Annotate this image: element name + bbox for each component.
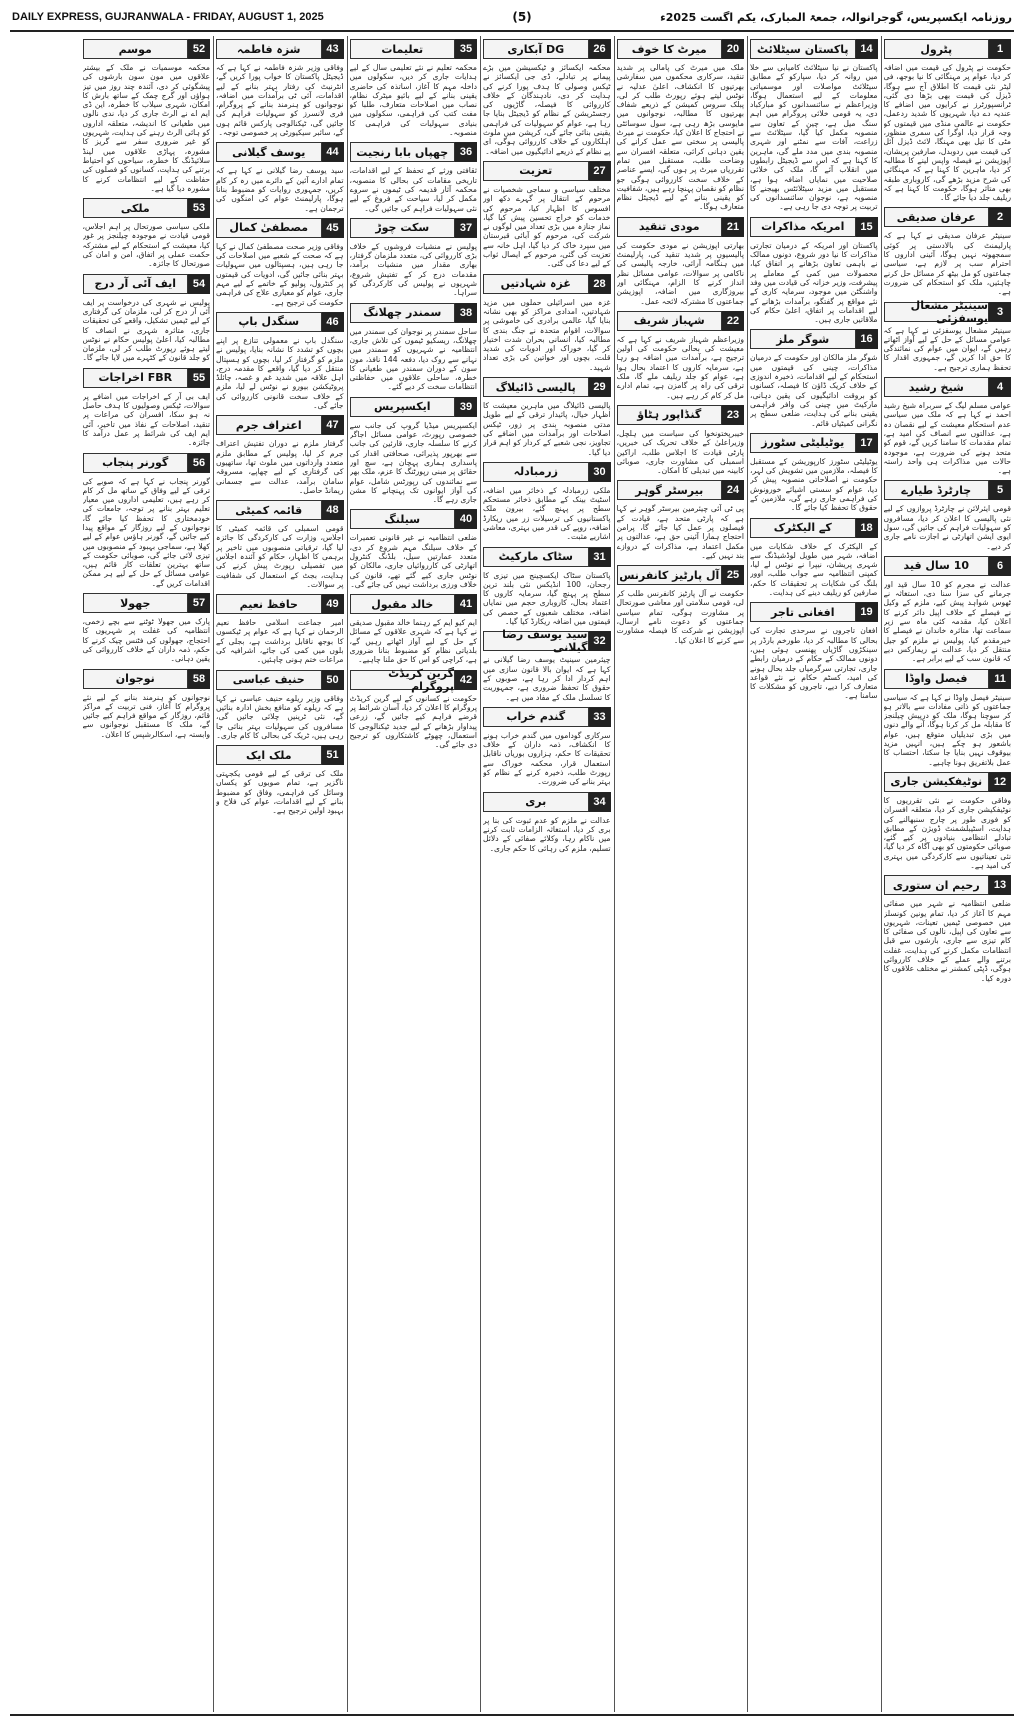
news-story	[750, 517, 878, 598]
story-body: مختلف سیاسی و سماجی شخصیات نے مرحوم کے انتقال پر گہرے دکھ اور افسوس کا اظہار کیا، مرحوم کی خدمات کو خراج تحسین پیش کیا گیا، نماز جنازہ میں بڑی تعداد میں لوگوں نے شرکت کی، مرحوم کو آبائی قبرستان میں سپرد خاک کر دیا گیا، اہل خانہ سے تعزیت کی گئی، مرحوم کے ایصال ثواب کے لیے دعا کی گئی۔	[483, 184, 611, 269]
story-title: گرین کریڈٹ پروگرام	[350, 670, 456, 690]
story-number-badge: 56	[188, 453, 210, 473]
news-story	[483, 630, 611, 701]
masthead-english: DAILY EXPRESS, GUJRANWALA - FRIDAY, AUGUST 1, 2025	[12, 11, 324, 23]
story-header	[483, 791, 611, 813]
story-number-badge: 53	[188, 198, 210, 218]
story-number-badge: 24	[722, 480, 744, 500]
story-title: تعلیمات	[350, 39, 456, 59]
news-story	[216, 669, 344, 740]
story-body: پاکستان سٹاک ایکسچینج میں تیزی کا رجحان، 100 انڈیکس نئی بلند ترین سطح پر پہنچ گیا، سرمایہ کاروں کا اعتماد بحال، کاروباری حجم میں نمایاں اضافہ، مختلف شعبوں کے حصص کی قیمتوں میں اضافہ ریکارڈ کیا گیا۔	[483, 570, 611, 627]
story-header	[750, 432, 878, 454]
story-title: سینیٹر مشعال یوسفزئی	[884, 302, 990, 322]
story-title: خالد مقبول	[350, 594, 456, 614]
story-number-badge: 49	[322, 594, 344, 614]
story-number-badge: 42	[455, 670, 477, 690]
story-body: محکمہ ایکسائز و ٹیکسیشن میں بڑے پیمانے پر تبادلے، ڈی جی ایکسائز نے ٹیکس وصولی کا ہدف پورا کرنے کی ہدایت کر دی، نادہندگان کے خلاف کارروائی کا فیصلہ، گاڑیوں کی رجسٹریشن کے نظام کو ڈیجیٹل بنایا جا رہا ہے، عوام کو سہولیات کی فراہمی یقینی بنائی جائے گی، کرپشن میں ملوث اہلکاروں کے خلاف کارروائی ہوگی، ای پے نظام کے ذریعے ادائیگیوں میں اضافہ۔	[483, 63, 611, 156]
story-body: حکومت نے آل پارٹیز کانفرنس طلب کر لی، قومی سلامتی اور معاشی صورتحال پر مشاورت ہوگی، تمام سیاسی جماعتوں کو دعوت نامے ارسال، اپوزیشن نے شرکت کا فیصلہ مشاورت سے کرنے کا اعلان کیا۔	[616, 589, 744, 645]
story-number-badge: 33	[589, 707, 611, 727]
story-header	[216, 593, 344, 615]
story-number-badge: 39	[455, 397, 477, 417]
story-number-badge: 38	[455, 303, 477, 323]
story-header	[750, 38, 878, 60]
news-story	[83, 592, 211, 663]
story-title: میرٹ کا خوف	[617, 39, 723, 59]
story-header	[216, 414, 344, 436]
story-body: افغان تاجروں نے سرحدی تجارت کی بحالی کا مطالبہ کر دیا، طورخم بارڈر پر سینکڑوں گاڑیاں پھنسی ہوئی ہیں، دونوں ممالک کے حکام کے درمیان رابطے جاری، تجارتی سرگرمیاں جلد بحال ہونے کی امید، کسٹم حکام نے نئے قواعد متعارف کرا دیے، تاجروں کو مشکلات کا سامنا ہے۔	[750, 626, 878, 701]
story-number-badge: 11	[989, 669, 1011, 689]
story-number-badge: 27	[589, 161, 611, 181]
news-story	[350, 593, 478, 664]
news-column	[216, 36, 344, 1712]
story-header	[216, 744, 344, 766]
story-header	[750, 328, 878, 350]
news-story	[349, 666, 478, 750]
news-story	[617, 310, 745, 400]
story-title: یوسف گیلانی	[216, 142, 322, 162]
news-story	[483, 273, 611, 372]
story-number-badge: 47	[322, 415, 344, 435]
story-title: حافظ نعیم	[216, 594, 322, 614]
story-header	[884, 771, 1012, 793]
story-header	[750, 517, 878, 539]
news-column	[884, 36, 1012, 1712]
story-body: خیبرپختونخوا کی سیاست میں ہلچل، وزیراعلیٰ کے خلاف تحریک کی خبریں، پارٹی قیادت کا اجلاس طلب، اراکین اسمبلی کی مشاورت جاری، صوبائی کابینہ میں تبدیلی کا امکان۔	[616, 428, 744, 476]
story-header	[350, 38, 478, 60]
story-header	[350, 302, 478, 324]
news-story	[83, 273, 211, 363]
story-number-badge: 50	[322, 670, 344, 690]
story-body: ایم کیو ایم کے رہنما خالد مقبول صدیقی نے کہا ہے کہ شہری علاقوں کے مسائل کے حل کے لیے آواز اٹھاتے رہیں گے، بلدیاتی نظام کو مضبوط بنانا ضروری ہے، کراچی کو اس کا حق ملنا چاہیے۔	[349, 618, 477, 665]
story-number-badge: 17	[856, 433, 878, 453]
story-title: موسم	[83, 39, 189, 59]
story-title: ملک ایک	[216, 745, 322, 765]
story-header	[617, 479, 745, 501]
story-header	[884, 874, 1012, 896]
story-title: گندم خراب	[483, 707, 589, 727]
story-title: کے الیکٹرک	[750, 518, 856, 538]
story-body: پولیس نے شہری کی درخواست پر ایف آئی آر درج کر لی، ملزمان کی گرفتاری کے لیے ٹیمیں تشکیل، واقعے کی تحقیقات جاری، متاثرہ شہری نے انصاف کا مطالبہ کیا، اعلیٰ پولیس حکام نے نوٹس لیتے ہوئے رپورٹ طلب کر لی، ملزمان کو جلد قانون کے کٹہرے میں لایا جائے گا۔	[82, 297, 210, 363]
story-number-badge: 21	[722, 217, 744, 237]
story-number-badge: 29	[589, 377, 611, 397]
story-title: ملکی	[83, 198, 189, 218]
story-header	[216, 217, 344, 239]
story-header	[216, 311, 344, 333]
story-header	[483, 376, 611, 398]
story-number-badge: 3	[989, 302, 1011, 322]
story-header	[83, 668, 211, 690]
story-body: سید یوسف رضا گیلانی نے کہا ہے کہ تمام ادارے آئین کے دائرے میں رہ کر کام کریں، جمہوری روایات کو مضبوط بنانا ہوگا، پارلیمنٹ عوام کی امنگوں کی ترجمان ہے۔	[216, 166, 344, 213]
story-body: سنگدل باپ نے معمولی تنازع پر اپنے بچوں کو تشدد کا نشانہ بنایا، پولیس نے ملزم کو گرفتار کر لیا، بچوں کو ہسپتال منتقل کر دیا گیا، واقعے کا مقدمہ درج، اہل علاقہ میں شدید غم و غصہ، چائلڈ پروٹیکشن بیورو نے نوٹس لے لیا، ملزم کے خلاف سخت قانونی کارروائی کی جائے گی۔	[216, 335, 344, 411]
story-title: سنگدل باپ	[216, 312, 322, 332]
story-header	[350, 141, 478, 163]
story-body: ضلعی انتظامیہ نے شہر میں صفائی مہم کا آغاز کر دیا، تمام یونین کونسلز میں خصوصی ٹیمیں تعینات، شہریوں سے تعاون کی اپیل، نالوں کی صفائی کا کام تیزی سے جاری، بارشوں سے قبل انتظامات مکمل کرنے کی ہدایت، غفلت برتنے والے عملے کے خلاف کارروائی ہوگی، ڈپٹی کمشنر نے مختلف علاقوں کا دورہ کیا۔	[883, 899, 1011, 983]
story-title: پاکستان سیٹلائٹ	[750, 39, 856, 59]
story-body: نوجوانوں کو ہنرمند بنانے کے لیے نئے پروگرام کا آغاز، فنی تربیت کے مراکز قائم، روزگار کے مواقع فراہم کیے جائیں گے، ملک کا مستقبل نوجوانوں سے وابستہ ہے، اسکالرشپس کا اعلان۔	[82, 692, 210, 739]
bottom-rule	[10, 1714, 1014, 1716]
story-title: بیرسٹر گوہر	[617, 480, 723, 500]
story-number-badge: 54	[188, 274, 210, 294]
story-title: FBR اخراجات	[83, 368, 189, 388]
story-body: سرکاری گوداموں میں گندم خراب ہونے کا انکشاف، ذمہ داران کے خلاف تحقیقات کا حکم، ہزاروں بوریاں ناقابل استعمال قرار، محکمہ خوراک سے رپورٹ طلب، ذخیرہ کرنے کے نظام کو بہتر بنانے کی ضرورت۔	[483, 730, 611, 787]
news-story	[617, 216, 745, 306]
story-body: امیر جماعت اسلامی حافظ نعیم الرحمان نے کہا ہے کہ عوام پر ٹیکسوں کا بوجھ ناقابل برداشت ہے، بجلی کے بلوں میں کمی کی جائے، اشرافیہ کی مراعات ختم ہونی چاہئیں۔	[216, 618, 344, 665]
story-title: جھولا	[83, 593, 189, 613]
news-story	[216, 311, 344, 410]
page-number: (5)	[512, 10, 532, 24]
story-header	[216, 499, 344, 521]
story-body: سینیٹر عرفان صدیقی نے کہا ہے کہ پارلیمنٹ کی بالادستی پر کوئی سمجھوتہ نہیں ہوگا، آئینی اداروں کا احترام سب پر لازم ہے، سیاسی جماعتوں کو مل بیٹھ کر مسائل حل کرنے چاہئیں، ملک کو استحکام کی ضرورت ہے۔	[883, 231, 1011, 297]
news-story	[884, 376, 1012, 475]
story-number-badge: 19	[856, 602, 878, 622]
story-header	[884, 479, 1012, 501]
story-header	[83, 367, 211, 389]
story-body: ملک میں میرٹ کی پامالی پر شدید تنقید، سرکاری محکموں میں سفارشی بھرتیوں کا انکشاف، اعلیٰ عدلیہ نے نوٹس لیتے ہوئے رپورٹ طلب کر لی، پبلک سروس کمیشن کے ذریعے شفاف بھرتیوں کا مطالبہ، نوجوانوں میں مایوسی بڑھ رہی ہے، سول سوسائٹی نے احتجاج کا اعلان کیا، حکومت نے میرٹ پالیسی پر سختی سے عمل کرانے کی یقین دہانی کرائی، متعلقہ افسران سے وضاحت طلب، مستقبل میں تمام تقرریاں میرٹ پر ہوں گی، ایسے عناصر کے خلاف سخت کارروائی ہوگی جو نظام کو نقصان پہنچا رہے ہیں، شفافیت کو یقینی بنانے کے لیے ڈیجیٹل نظام متعارف ہوگا۔	[616, 63, 744, 212]
story-body: عوامی مسلم لیگ کے سربراہ شیخ رشید احمد نے کہا ہے کہ ملک میں سیاسی عدم استحکام معیشت کے لیے نقصان دہ ہے، عدالتوں سے انصاف کی امید ہے، تمام مقدمات کا سامنا کریں گے، قوم کو متحد ہونے کی ضرورت ہے، موجودہ حالات میں مذاکرات ہی واحد راستہ ہے۔	[883, 401, 1011, 476]
story-number-badge: 45	[322, 218, 344, 238]
story-body: ملکی سیاسی صورتحال پر اہم اجلاس، قومی قیادت نے موجودہ چیلنجز پر غور کیا، معیشت کے استحکام کے لیے مشترکہ حکمت عملی پر اتفاق، امن و امان کی صورتحال کا جائزہ۔	[82, 222, 210, 269]
story-header	[83, 38, 211, 60]
story-title: حنیف عباسی	[216, 670, 322, 690]
story-header	[483, 38, 611, 60]
story-number-badge: 48	[322, 500, 344, 520]
story-title: شہباز شریف	[617, 311, 723, 331]
story-body: وفاقی وزیر شزہ فاطمہ نے کہا ہے کہ ڈیجیٹل پاکستان کا خواب پورا کریں گے، انٹرنیٹ کی رفتار بہتر بنانے کے لیے اقدامات، آئی ٹی برآمدات میں اضافہ، نوجوانوں کو ہنرمند بنانے کے پروگرام، فری لانسرز کو سہولیات فراہم کی جائیں گی، ٹیکنالوجی پارکس قائم ہوں گے، سائبر سیکیورٹی پر خصوصی توجہ۔	[216, 63, 344, 138]
story-title: افغانی تاجر	[750, 602, 856, 622]
story-header	[483, 546, 611, 568]
story-title: فیصل واوڈا	[884, 669, 990, 689]
column-divider	[747, 36, 748, 1712]
news-column	[350, 36, 478, 1712]
news-story	[350, 217, 478, 298]
column-divider	[347, 36, 348, 1712]
story-title: رحیم ان ستوری	[884, 875, 990, 895]
story-header	[617, 310, 745, 332]
story-header	[350, 666, 478, 693]
story-number-badge: 51	[322, 745, 344, 765]
story-body: وفاقی وزیر صحت مصطفیٰ کمال نے کہا ہے کہ صحت کے شعبے میں اصلاحات کی جا رہی ہیں، ہسپتالوں میں سہولیات بہتر بنائی جائیں گی، ادویات کی قیمتوں پر کنٹرول، پولیو کے خاتمے کے لیے مہم جاری، عوام کو معیاری علاج کی فراہمی حکومت کی ترجیح ہے۔	[216, 241, 344, 307]
story-header	[483, 273, 611, 295]
story-number-badge: 28	[589, 274, 611, 294]
story-header	[617, 38, 745, 60]
news-story	[617, 564, 745, 645]
story-number-badge: 22	[722, 311, 744, 331]
story-header	[483, 160, 611, 182]
story-body: پی ٹی آئی چیئرمین بیرسٹر گوہر نے کہا ہے کہ پارٹی متحد ہے، قیادت کے فیصلوں پر عمل کیا جائے گا، پرامن احتجاج ہمارا آئینی حق ہے، عدالتوں پر مکمل اعتماد ہے، مذاکرات کے دروازے بند نہیں کیے۔	[616, 504, 744, 560]
news-story	[350, 396, 478, 505]
story-title: مودی تنقید	[617, 217, 723, 237]
news-story	[483, 38, 611, 156]
column-divider	[213, 36, 214, 1712]
story-header	[350, 508, 478, 530]
story-title: سمندر چھلانگ	[350, 303, 456, 323]
story-header	[216, 38, 344, 60]
story-body: چیئرمین سینیٹ یوسف رضا گیلانی نے کہا ہے کہ ایوان بالا قانون سازی میں اہم کردار ادا کر رہا ہے، صوبوں کے حقوق کا تحفظ ضروری ہے، جمہوریت کا تسلسل ملک کے مفاد میں ہے۔	[483, 655, 611, 702]
news-story	[750, 328, 878, 427]
story-number-badge: 4	[989, 377, 1011, 397]
news-story	[617, 38, 745, 212]
news-column	[483, 36, 611, 1712]
story-title: ایکسپریس	[350, 397, 456, 417]
story-title: گنڈاپور ہٹاؤ	[617, 405, 723, 425]
news-story	[884, 206, 1012, 296]
story-body: سینیٹر فیصل واوڈا نے کہا ہے کہ سیاسی جماعتوں کو ذاتی مفادات سے بالاتر ہو کر سوچنا ہوگا، ملک کو درپیش چیلنجز کا مقابلہ مل کر کرنا ہوگا، آنے والے دنوں میں بڑی تبدیلیاں متوقع ہیں، عوام باشعور ہو چکے ہیں، انہیں مزید بیوقوف نہیں بنایا جا سکتا، احتساب کا عمل بلاتفریق ہونا چاہیے۔	[883, 692, 1011, 767]
news-story	[884, 479, 1012, 550]
story-body: قومی ایئرلائن نے چارٹرڈ پروازوں کے لیے نئی پالیسی کا اعلان کر دیا، مسافروں کو سہولیات فراہم کی جائیں گی، سول ایوی ایشن اتھارٹی نے اجازت نامے جاری کر دیے۔	[883, 504, 1011, 551]
story-number-badge: 20	[722, 39, 744, 59]
story-number-badge: 15	[856, 217, 878, 237]
news-column	[750, 36, 878, 1712]
story-header	[617, 216, 745, 238]
story-body: پاکستان نے نیا سیٹلائٹ کامیابی سے خلا میں روانہ کر دیا، سپارکو کے مطابق سیٹلائٹ مواصلات اور موسمیاتی معلومات کے لیے استعمال ہوگا، وزیراعظم نے سائنسدانوں کو مبارکباد دی، یہ قومی خلائی پروگرام میں اہم سنگ میل ہے، چین کے تعاون سے منصوبہ مکمل کیا گیا، سیٹلائٹ سے زراعت، آفات سے نمٹنے اور شہری منصوبہ بندی میں مدد ملے گی، ماہرین کا کہنا ہے کہ اس سے ڈیجیٹل رابطوں میں انقلاب آئے گا، ملک کی خلائی صلاحیت میں نمایاں اضافہ ہوا ہے، مستقبل میں مزید سیٹلائٹس بھیجنے کا منصوبہ ہے، نوجوان سائنسدانوں کی تربیت پر توجہ دی جا رہی ہے۔	[750, 63, 878, 212]
story-header	[350, 593, 478, 615]
story-title: پالیسی ڈائیلاگ	[483, 377, 589, 397]
news-story	[83, 367, 211, 448]
story-title: تعزیت	[483, 161, 589, 181]
column-divider	[480, 36, 481, 1712]
story-number-badge: 1	[989, 39, 1011, 59]
news-story	[216, 499, 344, 589]
news-story	[216, 141, 344, 212]
story-body: پاکستان اور امریکہ کے درمیان تجارتی مذاکرات کا نیا دور شروع، دونوں ممالک نے باہمی تعاون بڑھانے پر اتفاق کیا، محصولات میں کمی کے معاملے پر پیشرفت، وزیر خزانہ کی قیادت میں وفد واشنگٹن میں موجود، سرمایہ کاری کے نئے مواقع پر گفتگو، برآمدات بڑھانے کے لیے اقدامات پر اتفاق، اعلیٰ حکام کی ملاقاتیں جاری ہیں۔	[750, 240, 878, 325]
news-story	[750, 601, 878, 700]
story-header	[483, 628, 611, 655]
story-body: بھارتی اپوزیشن نے مودی حکومت کی پالیسیوں پر شدید تنقید کی، پارلیمنٹ میں ہنگامہ آرائی، خارجہ پالیسی کی ناکامی پر سوالات، عوامی مسائل نظر انداز کرنے کا الزام، مہنگائی اور بیروزگاری میں اضافہ، اپوزیشن جماعتوں کا مشترکہ لائحہ عمل۔	[616, 240, 744, 306]
story-title: یوٹیلیٹی سٹورز	[750, 433, 856, 453]
news-story	[216, 38, 344, 137]
story-body: پارک میں جھولا ٹوٹنے سے بچے زخمی، انتظامیہ کی غفلت پر شہریوں کا احتجاج، جھولوں کی فٹنس چیک کرنے کا حکم، ذمہ داران کے خلاف کارروائی کی یقین دہانی۔	[82, 617, 210, 664]
story-number-badge: 26	[589, 39, 611, 59]
story-number-badge: 44	[322, 142, 344, 162]
story-number-badge: 34	[589, 792, 611, 812]
story-number-badge: 6	[989, 556, 1011, 576]
story-body: شوگر ملز مالکان اور حکومت کے درمیان مذاکرات، چینی کی قیمتوں میں استحکام کے لیے اقدامات، ذخیرہ اندوزی کے خلاف کریک ڈاؤن کا فیصلہ، کسانوں کو بروقت ادائیگیوں کی یقین دہانی، مارکیٹ میں چینی کی وافر فراہمی یقینی بنانے کی ہدایت، ضلعی سطح پر نگرانی کمیٹیاں قائم۔	[750, 353, 878, 428]
story-number-badge: 14	[856, 39, 878, 59]
news-story	[884, 771, 1012, 870]
story-title: 10 سال قید	[884, 556, 990, 576]
news-story	[83, 452, 211, 589]
masthead	[10, 8, 1014, 32]
story-title: سید یوسف رضا گیلانی	[483, 631, 589, 651]
story-number-badge: 55	[188, 368, 210, 388]
news-story	[750, 38, 878, 212]
story-header	[350, 217, 478, 239]
story-title: زرمبادلہ	[483, 462, 589, 482]
story-body: پالیسی ڈائیلاگ میں ماہرین معیشت کا اظہار خیال، پائیدار ترقی کے لیے طویل مدتی منصوبہ بندی پر زور، ٹیکس اصلاحات اور برآمدات میں اضافے کی تجاویز، نجی شعبے کے کردار کو اہم قرار دیا گیا۔	[483, 401, 611, 457]
story-body: پولیس نے منشیات فروشوں کے خلاف بڑی کارروائی کی، متعدد ملزمان گرفتار، بھاری مقدار میں منشیات برآمد، مقدمات درج کر کے تفتیش شروع، شہریوں نے پولیس کی کارکردگی کو سراہا۔	[349, 241, 477, 298]
news-story	[216, 593, 344, 664]
news-story	[83, 197, 211, 268]
story-title: مصطفیٰ کمال	[216, 218, 322, 238]
column-divider	[881, 36, 882, 1712]
news-story	[483, 546, 611, 627]
story-body: محکمہ تعلیم نے نئے تعلیمی سال کے لیے ہدایات جاری کر دیں، سکولوں میں داخلہ مہم کا آغاز، اساتذہ کی حاضری یقینی بنانے کے لیے بائیو میٹرک نظام، نصاب میں اصلاحات متعارف، طلبا کو مفت کتب کی فراہمی، سکولوں میں بنیادی سہولیات کی فراہمی کا منصوبہ۔	[349, 63, 477, 138]
story-title: غزہ شہادتیں	[483, 274, 589, 294]
story-body: ملک کی ترقی کے لیے قومی یکجہتی ناگزیر ہے، تمام صوبوں کو یکساں وسائل کی فراہمی، وفاق کو مضبوط بنانے کے لیے اقدامات، عوام کی فلاح و بہبود اولین ترجیح ہے۔	[216, 769, 344, 816]
story-title: نوٹیفکیشن جاری	[884, 772, 990, 792]
story-header	[884, 38, 1012, 60]
story-body: عدالت نے ملزم کو عدم ثبوت کی بنا پر بری کر دیا، استغاثہ الزامات ثابت کرنے میں ناکام رہا، وکلائے صفائی کے دلائل تسلیم، ملزم کی رہائی کا حکم جاری۔	[483, 815, 611, 853]
story-body: محکمہ موسمیات نے ملک کے بیشتر علاقوں میں مون سون بارشوں کی پیشگوئی کر دی، آئندہ چند روز میں تیز ہواؤں اور گرج چمک کے ساتھ بارش کا امکان، شہری سیلاب کا خطرہ، این ڈی ایم اے نے الرٹ جاری کر دیا، ندی نالوں میں طغیانی کا اندیشہ، متعلقہ اداروں کو ہائی الرٹ رہنے کی ہدایت، شہریوں کو غیر ضروری سفر سے گریز کا مشورہ، پہاڑی علاقوں میں لینڈ سلائیڈنگ کا خطرہ، سیاحوں کو احتیاط برتنے کی ہدایت، کسانوں کو فصلوں کی حفاظت کے لیے انتظامات کرنے کا مشورہ دیا گیا ہے۔	[82, 63, 210, 193]
story-title: قائمہ کمیٹی	[216, 500, 322, 520]
story-number-badge: 41	[455, 594, 477, 614]
story-body: ملکی زرمبادلہ کے ذخائر میں اضافہ، اسٹیٹ بینک کے مطابق ذخائر مستحکم سطح پر پہنچ گئے، بیرون ملک پاکستانیوں کی ترسیلات زر میں ریکارڈ اضافہ، روپے کی قدر میں بہتری، معاشی اشاریے مثبت۔	[483, 485, 611, 542]
story-number-badge: 2	[989, 207, 1011, 227]
story-title: چھپاں بابا رنجیت	[350, 142, 456, 162]
news-story	[216, 744, 344, 815]
story-number-badge: 13	[989, 875, 1011, 895]
masthead-urdu: روزنامہ ایکسپریس، گوجرانوالہ، جمعۃ المبارک، یکم اگست 2025ء	[660, 11, 1012, 24]
news-story	[483, 461, 611, 542]
story-title: شزہ فاطمہ	[216, 39, 322, 59]
story-body: قومی اسمبلی کی قائمہ کمیٹی کا اجلاس، وزارت کی کارکردگی کا جائزہ لیا گیا، ترقیاتی منصوبوں میں تاخیر پر برہمی کا اظہار، حکام کو آئندہ اجلاس میں تفصیلی رپورٹ پیش کرنے کی ہدایت، بجٹ کے استعمال کی شفافیت پر سوالات۔	[216, 524, 344, 589]
news-story	[883, 298, 1012, 372]
news-story	[83, 38, 211, 193]
news-story	[483, 160, 611, 269]
story-body: سینیٹر مشعال یوسفزئی نے کہا ہے کہ عوامی مسائل کے حل کے لیے آواز اٹھاتے رہیں گے، ایوان میں عوام کی نمائندگی کا حق ادا کریں گے، جمہوری اقدار کا تحفظ ہماری ترجیح ہے۔	[883, 325, 1011, 372]
story-title: ایف آئی آر درج	[83, 274, 189, 294]
story-number-badge: 58	[188, 669, 210, 689]
story-body: عدالت نے مجرم کو 10 سال قید اور جرمانے کی سزا سنا دی، استغاثہ نے ٹھوس شواہد پیش کیے، ملزم کے وکیل نے فیصلے کے خلاف اپیل دائر کرنے کا اعلان کیا، مقدمہ کئی ماہ سے زیر سماعت تھا، متاثرہ خاندان نے فیصلے کا خیرمقدم کیا، پولیس نے ملزم کو جیل منتقل کر دیا، عدالت نے ریمارکس دیے کہ قانون سب کے لیے برابر ہے۔	[883, 579, 1011, 664]
story-header	[884, 555, 1012, 577]
news-story	[83, 668, 211, 739]
story-title: عرفان صدیقی	[884, 207, 990, 227]
story-title: پٹرول	[884, 39, 990, 59]
story-header	[83, 592, 211, 614]
story-header	[617, 564, 745, 586]
story-number-badge: 32	[589, 631, 611, 651]
news-story	[617, 479, 745, 560]
story-number-badge: 36	[455, 142, 477, 162]
news-story	[884, 874, 1012, 983]
story-body: حکومت نے پٹرول کی قیمت میں اضافہ کر دیا، عوام پر مہنگائی کا نیا بوجھ، فی لیٹر نئی قیمت کا اطلاق آج سے ہوگا، ڈیزل کی قیمت بھی بڑھا دی گئی، ٹرانسپورٹرز نے کرایوں میں اضافے کا عندیہ دے دیا، شہریوں کا شدید ردعمل، حکومت نے عالمی منڈی میں قیمتوں کو وجہ قرار دیا، اوگرا کی سمری منظور، مٹی کا تیل بھی مہنگا، لائٹ ڈیزل آئل کی قیمت میں ردوبدل، صارفین پریشان، اپوزیشن نے فیصلہ واپس لینے کا مطالبہ کر دیا، ماہرین کا کہنا ہے کہ مہنگائی کی شرح مزید بڑھے گی، کاروباری طبقہ بھی متاثر ہوگا، حکومت کا کہنا ہے کہ ریلیف جلد دیا جائے گا۔	[883, 63, 1011, 203]
story-body: حکومت نے کسانوں کے لیے گرین کریڈٹ پروگرام کا اعلان کر دیا، آسان شرائط پر قرضے فراہم کیے جائیں گے، زرعی پیداوار بڑھانے کے لیے جدید ٹیکنالوجی کا استعمال، چھوٹے کاشتکاروں کو ترجیح دی جائے گی۔	[349, 693, 477, 750]
news-story	[884, 555, 1012, 664]
story-number-badge: 40	[455, 509, 477, 529]
story-title: نوجوان	[83, 669, 189, 689]
story-title: DG آبکاری	[483, 39, 589, 59]
story-title: سٹاک مارکیٹ	[483, 547, 589, 567]
news-story	[483, 791, 611, 853]
story-title: اعتراف جرم	[216, 415, 322, 435]
story-title: گورنر پنجاب	[83, 453, 189, 473]
story-body: ایکسپریس میڈیا گروپ کی جانب سے خصوصی رپورٹ، عوامی مسائل اجاگر کرنے کا سلسلہ جاری، قارئین کی جانب سے بھرپور پذیرائی، صحافتی اقدار کی پاسداری ہماری پہچان ہے، سچ اور حقائق پر مبنی رپورٹنگ کا عزم، ملک بھر سے نمائندوں کی رپورٹس شامل، عوام کی آواز ایوانوں تک پہنچانے کا مشن جاری رہے گا۔	[349, 420, 477, 505]
column-divider	[614, 36, 615, 1712]
story-body: کے الیکٹرک کے خلاف شکایات میں اضافہ، شہر میں طویل لوڈشیڈنگ سے شہری پریشان، نیپرا نے نوٹس لے لیا، کمپنی انتظامیہ سے جواب طلب، اوور بلنگ کی شکایات پر تحقیقات کا حکم، صارفین کو ریلیف دینے کی ہدایت۔	[750, 541, 878, 598]
story-number-badge: 16	[856, 329, 878, 349]
story-title: چارٹرڈ طیارے	[884, 480, 990, 500]
news-story	[216, 217, 344, 307]
story-number-badge: 12	[989, 772, 1011, 792]
story-title: امریکہ مذاکرات	[750, 217, 856, 237]
news-story	[350, 508, 478, 589]
story-body: یوٹیلیٹی سٹورز کارپوریشن کے مستقبل کا فیصلہ، ملازمین میں تشویش کی لہر، حکومت نے اصلاحاتی منصوبہ پیش کر دیا، عوام کو سستی اشیائے خورونوش کی فراہمی جاری رہے گی، ملازمین کے حقوق کا تحفظ کیا جائے گا۔	[750, 456, 878, 513]
story-number-badge: 30	[589, 462, 611, 482]
news-story	[350, 141, 478, 212]
story-title: آل پارٹیز کانفرنس	[617, 565, 723, 585]
story-header	[216, 141, 344, 163]
story-number-badge: 35	[455, 39, 477, 59]
news-story	[216, 414, 344, 495]
story-body: وفاقی حکومت نے نئی تقرریوں کا نوٹیفکیشن جاری کر دیا، متعلقہ افسران کو فوری طور پر چارج سنبھالنے کی ہدایت، اسٹیبلشمنٹ ڈویژن کے مطابق تبادلے انتظامی بنیادوں پر کیے گئے، صوبائی حکومتوں کو بھی آگاہ کر دیا گیا، نئی تعیناتیوں سے کارکردگی میں بہتری کی امید ہے۔	[883, 795, 1011, 870]
story-body: وفاقی وزیر ریلوے حنیف عباسی نے کہا ہے کہ ریلوے کو منافع بخش ادارہ بنائیں گے، نئی ٹرینیں چلائی جائیں گی، مسافروں کی سہولیات بہتر بنائی جا رہی ہیں، ٹریک کی بحالی کا کام جاری۔	[216, 693, 344, 740]
news-story	[483, 706, 611, 787]
story-number-badge: 43	[322, 39, 344, 59]
story-number-badge: 25	[722, 565, 744, 585]
story-number-badge: 37	[455, 218, 477, 238]
news-story	[350, 302, 478, 392]
story-title: بری	[483, 792, 589, 812]
story-title: سیلنگ	[350, 509, 456, 529]
story-number-badge: 23	[722, 405, 744, 425]
story-header	[83, 452, 211, 474]
news-story	[884, 668, 1012, 767]
story-header	[884, 206, 1012, 228]
story-number-badge: 5	[989, 480, 1011, 500]
story-number-badge: 57	[188, 593, 210, 613]
story-title: شوگر ملز	[750, 329, 856, 349]
story-header	[884, 668, 1012, 690]
story-number-badge: 18	[856, 518, 878, 538]
story-body: گورنر پنجاب نے کہا ہے کہ صوبے کی ترقی کے لیے وفاق کے ساتھ مل کر کام کر رہے ہیں، تعلیمی اداروں میں معیار تعلیم بہتر بنانے پر توجہ، جامعات کی خودمختاری کا تحفظ کیا جائے گا، نوجوانوں کے لیے روزگار کے مواقع پیدا کیے جائیں گے، گورنر ہاؤس عوام کے لیے کھلا ہے، سماجی بہبود کے منصوبوں میں تیزی لائی جائے گی، صوبائی حکومت کے ساتھ بہترین تعلقات کار قائم ہیں، عوامی مسائل کے حل کے لیے ہر ممکن اقدامات کریں گے۔	[82, 476, 210, 588]
news-story	[750, 432, 878, 513]
story-header	[750, 216, 878, 238]
news-story	[350, 38, 478, 137]
story-header	[617, 404, 745, 426]
story-body: ایف بی آر کے اخراجات میں اضافے پر سوالات، ٹیکس وصولیوں کا ہدف حاصل نہ ہو سکا، افسران کی مراعات پر تنقید، اصلاحات کے نفاذ میں تاخیر، آئی ایم ایف کی شرائط پر عمل درآمد کا جائزہ۔	[82, 391, 210, 448]
story-number-badge: 31	[589, 547, 611, 567]
story-header	[750, 601, 878, 623]
news-story	[483, 376, 611, 457]
story-body: گرفتار ملزم نے دوران تفتیش اعتراف جرم کر لیا، پولیس کے مطابق ملزم متعدد وارداتوں میں ملوث تھا، ساتھیوں کی گرفتاری کے لیے چھاپے، مسروقہ سامان برآمد، عدالت سے جسمانی ریمانڈ حاصل۔	[216, 439, 344, 495]
story-body: غزہ میں اسرائیلی حملوں میں مزید شہادتیں، امدادی مراکز کو بھی نشانہ بنایا گیا، عالمی برادری کی خاموشی پر سوالات، اقوام متحدہ نے جنگ بندی کا مطالبہ کیا، انسانی بحران شدت اختیار کر گیا، خوراک اور ادویات کی شدید قلت، بچوں اور خواتین کی بڑی تعداد شہید۔	[483, 297, 611, 372]
story-body: ضلعی انتظامیہ نے غیر قانونی تعمیرات کے خلاف سیلنگ مہم شروع کر دی، متعدد عمارتیں سیل، بلڈنگ کنٹرول اتھارٹی کی کارروائیاں جاری، مالکان کو نوٹس جاری کیے گئے تھے، قانون کی خلاف ورزی برداشت نہیں کی جائے گی۔	[349, 533, 477, 589]
news-story	[884, 38, 1012, 202]
story-header	[483, 706, 611, 728]
story-title: شیخ رشید	[884, 377, 990, 397]
news-story	[617, 404, 745, 475]
story-header	[83, 197, 211, 219]
story-body: وزیراعظم شہباز شریف نے کہا ہے کہ معیشت کی بحالی حکومت کی اولین ترجیح ہے، برآمدات میں اضافہ ہو رہا ہے، سرمایہ کاروں کا اعتماد بحال ہوا ہے، عوام کو جلد ریلیف ملے گا، ملک ترقی کی راہ پر گامزن ہے، تمام ادارے مل کر کام کر رہے ہیں۔	[616, 334, 744, 400]
story-header	[350, 396, 478, 418]
news-column	[83, 36, 211, 1712]
story-body: ثقافتی ورثے کے تحفظ کے لیے اقدامات، تاریخی مقامات کی بحالی کا منصوبہ، محکمہ آثار قدیمہ کی ٹیموں نے سروے مکمل کر لیا، سیاحت کے فروغ کے لیے نئی سہولیات فراہم کی جائیں گی۔	[349, 166, 477, 213]
story-header	[216, 669, 344, 691]
story-title: سکت چوڑ	[350, 218, 456, 238]
story-number-badge: 52	[188, 39, 210, 59]
story-header	[83, 273, 211, 295]
story-header	[884, 298, 1012, 325]
news-column	[617, 36, 745, 1712]
story-header	[483, 461, 611, 483]
story-number-badge: 46	[322, 312, 344, 332]
news-story	[750, 216, 878, 325]
story-header	[884, 376, 1012, 398]
story-body: ساحل سمندر پر نوجوان کی سمندر میں چھلانگ، ریسکیو ٹیموں کی تلاش جاری، انتظامیہ نے شہریوں کو سمندر میں نہانے سے روک دیا، دفعہ 144 نافذ، مون سون کے دوران سمندر میں طغیانی کا خطرہ، ساحلی علاقوں میں حفاظتی انتظامات سخت کر دیے گئے۔	[349, 326, 477, 392]
